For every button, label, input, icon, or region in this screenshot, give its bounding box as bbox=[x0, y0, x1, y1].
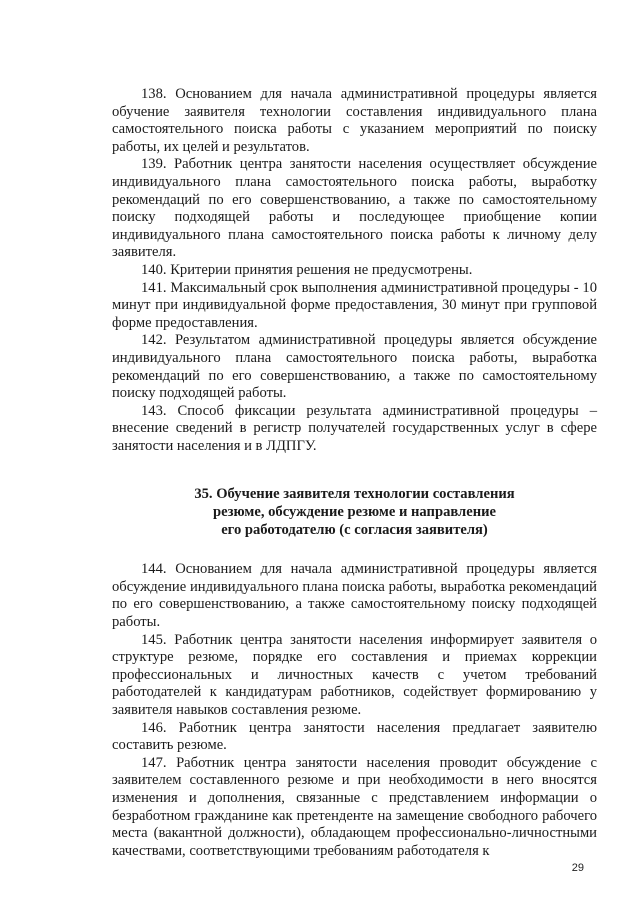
section-heading-line-1: 35. Обучение заявителя технологии составления bbox=[194, 486, 515, 503]
section-heading-line-3: его работодателю (с согласия заявителя) bbox=[221, 521, 488, 538]
section-heading bbox=[112, 486, 597, 539]
paragraph-143: 143. Способ фиксации результата административной процедуры – внесение сведений в регистр получателей государственных услуг в сфере занятости населения и в ЛДПГУ. bbox=[112, 402, 597, 454]
paragraph-138: 138. Основанием для начала административной процедуры является обучение заявителя технологии составления индивидуального плана самостоятельного поиска работы с указанием мероприятий по поиску работы, их целей и результатов. bbox=[112, 86, 597, 155]
paragraph-139: 139. Работник центра занятости населения осуществляет обсуждение индивидуального плана самостоятельного поиска работы, выработку рекомендаций по его совершенствованию, а также по самостоятельному поиску подходящей работы и последующее приобщение копии индивидуального плана самостоятельного поиска работы к личному делу заявителя. bbox=[112, 156, 597, 261]
paragraph-146: 146. Работник центра занятости населения предлагает заявителю составить резюме. bbox=[112, 719, 597, 754]
paragraph-140: 140. Критерии принятия решения не предусмотрены. bbox=[141, 261, 473, 278]
paragraph-141: 141. Максимальный срок выполнения административной процедуры - 10 минут при индивидуальной форме предоставления, 30 минут при групповой форме предоставления. bbox=[112, 279, 597, 331]
section-heading-line-2: резюме, обсуждение резюме и направление bbox=[212, 504, 497, 521]
paragraph-142: 142. Результатом административной процедуры является обсуждение индивидуального плана самостоятельного поиска работы, выработка рекомендаций по его совершенствованию, а также по самостоятельному поиску подходящей работы. bbox=[112, 332, 597, 402]
paragraph-147: 147. Работник центра занятости населения проводит обсуждение с заявителем составленного резюме и при необходимости в него вносятся изменения и дополнения, связанные с представлением информации о безработном гражданине как претенденте на замещение свободного рабочего места (вакантной должности), обладающем профессионально-личностными качествами, соответствующими требованиям работодателя к bbox=[112, 754, 597, 859]
paragraph-144: 144. Основанием для начала административной процедуры является обсуждение индивидуального плана поиска работы, выработка рекомендаций по его совершенствованию, а также самостоятельному поиску подходящей работы. bbox=[112, 561, 597, 631]
page-number: 29 bbox=[571, 862, 584, 874]
page-content bbox=[112, 86, 597, 860]
paragraph-145: 145. Работник центра занятости населения информирует заявителя о структуре резюме, порядке его составления и приемах коррекции профессиональных и личностных качеств с учетом требований работодателей к кандидатурам работников, содействует формированию у заявителя навыков составления резюме. bbox=[112, 631, 597, 718]
